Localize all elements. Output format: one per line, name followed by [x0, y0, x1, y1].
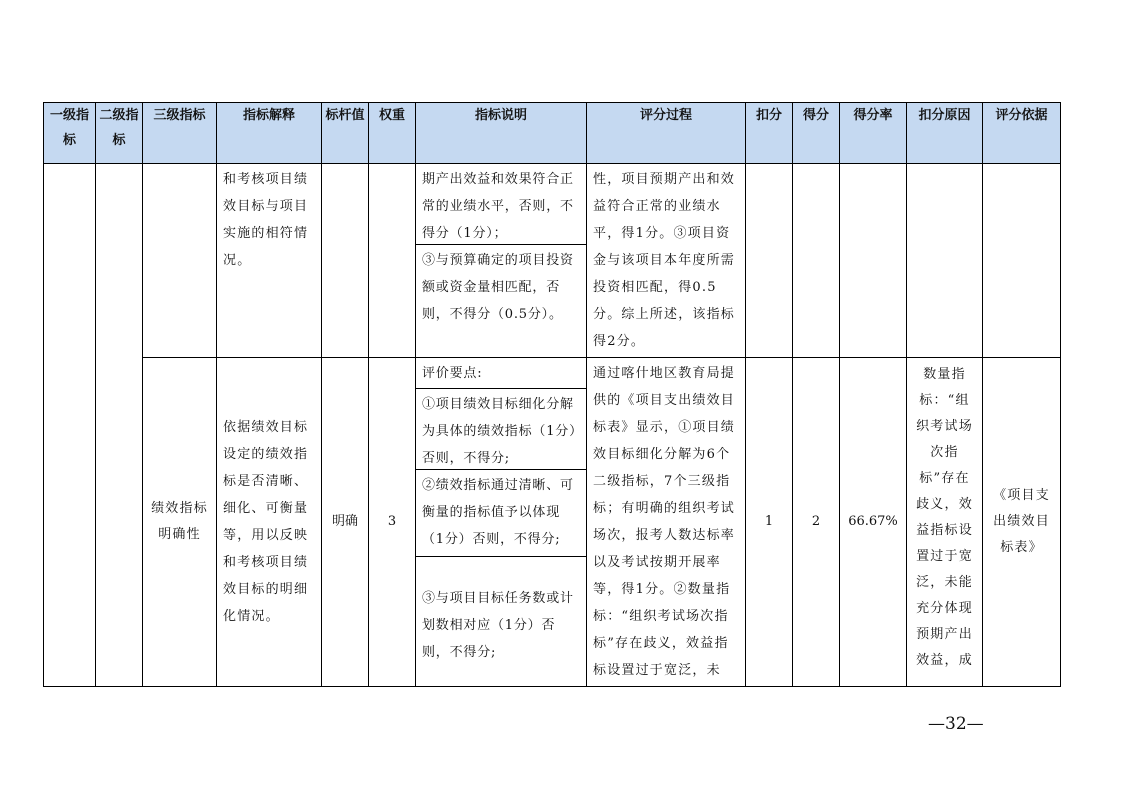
explanation-text: 和考核项目绩效目标与项目实施的相符情况。 — [223, 172, 309, 268]
process-cell — [587, 358, 746, 687]
header-process: 评分过程 — [587, 103, 746, 164]
weight-cell: 3 — [369, 358, 416, 687]
description-block: ②绩效指标通过清晰、可衡量的指标值予以体现（1分）否则，不得分; — [416, 469, 586, 556]
header-level3: 三级指标 — [143, 103, 217, 164]
benchmark-cell — [322, 164, 369, 358]
header-rate: 得分率 — [840, 103, 907, 164]
explanation-cell — [217, 358, 322, 687]
evaluation-table — [43, 102, 1061, 687]
basis-cell — [983, 164, 1061, 358]
rate-cell: 66.67% — [840, 358, 907, 687]
score-cell: 2 — [793, 358, 840, 687]
table-row — [44, 164, 1061, 358]
weight-cell — [369, 164, 416, 358]
reason-text: 数量指标：“组织考试场次指标”存在歧义，效益指标设置过于宽泛，未能充分体现预期产出效益，成 — [916, 367, 973, 668]
header-level1: 一级指标 — [44, 103, 96, 164]
header-weight: 权重 — [369, 103, 416, 164]
header-description: 指标说明 — [416, 103, 587, 164]
header-basis: 评分依据 — [983, 103, 1061, 164]
description-block: ③与项目目标任务数或计划数相对应（1分）否则，不得分; — [416, 556, 586, 686]
explanation-cell — [217, 164, 322, 358]
rate-cell — [840, 164, 907, 358]
process-text: 通过喀什地区教育局提供的《项目支出绩效目标表》显示，①项目绩效目标细化分解为6个二级指标，7个三级指标；有明确的组织考试场次，报考人数达标率以及考试按期开展率等，得1分。②数量指标：“组织考试场次指标”存在歧义，效益指标设置过于宽泛，未 — [593, 366, 736, 678]
level2-cell — [96, 164, 143, 687]
level3-cell — [143, 358, 217, 687]
header-score: 得分 — [793, 103, 840, 164]
basis-cell — [983, 358, 1061, 687]
process-cell — [587, 164, 746, 358]
score-cell — [793, 164, 840, 358]
reason-cell — [907, 164, 983, 358]
header-deduct: 扣分 — [746, 103, 793, 164]
header-reason: 扣分原因 — [907, 103, 983, 164]
description-block: ③与预算确定的项目投资额或资金量相匹配，否则，不得分（0.5分）。 — [416, 244, 586, 357]
level3-cell — [143, 164, 217, 358]
description-cell — [416, 164, 587, 358]
reason-cell — [907, 358, 983, 687]
header-benchmark: 标杆值 — [322, 103, 369, 164]
explanation-text: 依据绩效目标设定的绩效指标是否清晰、细化、可衡量等，用以反映和考核项目绩效目标的明细化情况。 — [223, 420, 309, 624]
page-number: —32— — [928, 714, 984, 734]
process-text: 性，项目预期产出和效益符合正常的业绩水平，得1分。③项目资金与该项目本年度所需投资相匹配，得0.5分。综上所述，该指标得2分。 — [593, 172, 736, 349]
header-level2: 二级指标 — [96, 103, 143, 164]
basis-text: 《项目支出绩效目标表》 — [993, 488, 1050, 555]
description-block: 评价要点: — [422, 366, 483, 381]
level3-text: 绩效指标明确性 — [151, 501, 208, 542]
level1-cell — [44, 164, 96, 687]
table-row — [44, 358, 1061, 687]
description-block: ①项目绩效目标细化分解为具体的绩效指标（1分）否则，不得分; — [416, 388, 586, 469]
description-cell — [416, 358, 587, 687]
header-explanation: 指标解释 — [217, 103, 322, 164]
benchmark-cell: 明确 — [322, 358, 369, 687]
deduct-cell: 1 — [746, 358, 793, 687]
header-row — [44, 103, 1061, 164]
description-block: 期产出效益和效果符合正常的业绩水平，否则，不得分（1分）； — [422, 172, 574, 241]
deduct-cell — [746, 164, 793, 358]
